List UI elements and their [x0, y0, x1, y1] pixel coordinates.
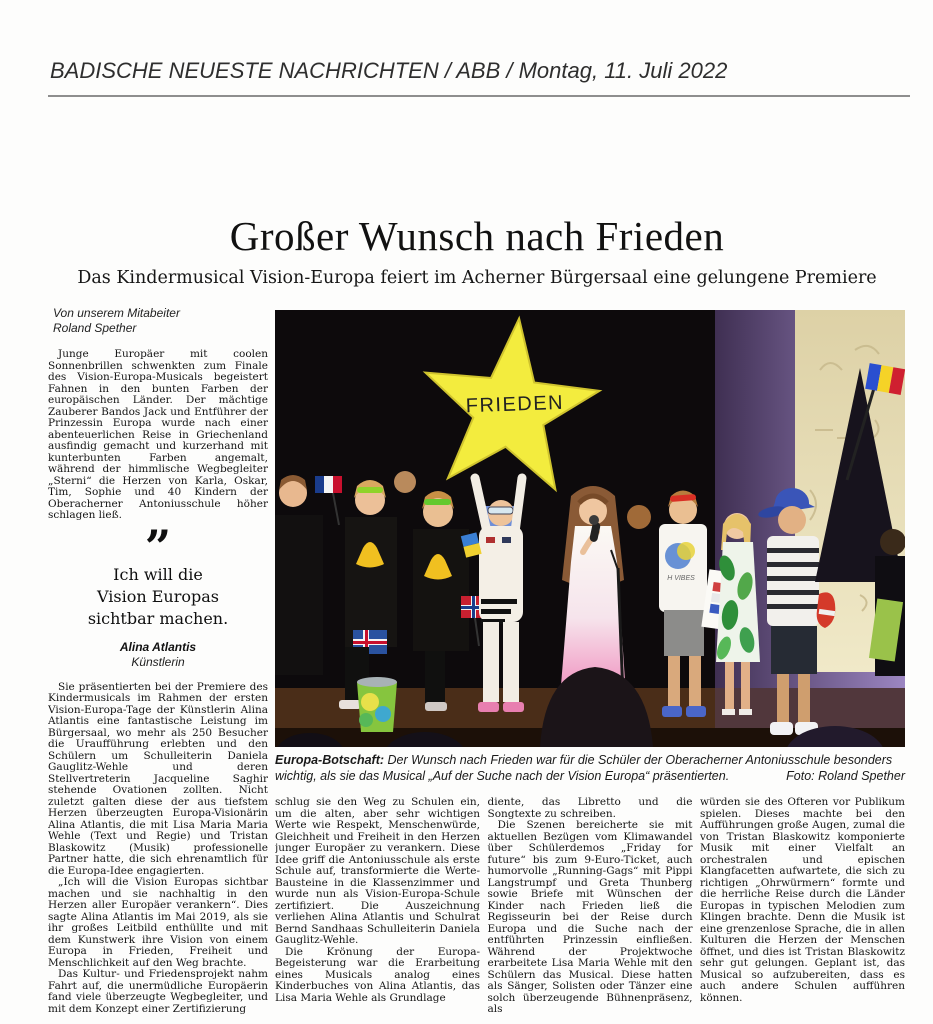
tshirt-print-label: H VIBES — [667, 575, 695, 582]
photo-credit: Foto: Roland Spether — [786, 769, 905, 783]
article-headline: Großer Wunsch nach Frieden — [229, 213, 725, 259]
column-2 — [488, 797, 693, 1024]
article-paragraph: schlug sie den Weg zu Schulen ein, um die alten, aber sehr wichtigen Werte wie Respekt, Menschenwürde, Gleichheit und Freiheit in den Herzen junger Europäer zu verankern. Diese Idee griff die Antoniusschule als erste Schule auf, transformierte die Werte-Bausteine in die Klassenzimmer und wurde nun als Vision-Europa-Schule zertifiziert. Die Auszeichnung verliehen Alina Atlantis und Schulrat Bernd Sandhaas Schulleiterin Daniela Gauglitz-Wehle. — [275, 797, 480, 946]
article-paragraph: Die Krönung der Europa-Begeisterung war die Erarbeitung eines Musicals analog eines Kinderbuches von Alina Atlantis, das Lisa Maria Wehle als Grundlage — [275, 945, 480, 1004]
caption-text: Der Wunsch nach Frieden war für die Schüler der Oberacherner Antoniusschule besonders wichtig, als sie das Musical „Auf der Suche nach der Vision Europa“ präsentierten. — [275, 753, 893, 783]
quote-attribution-role: Künstlerin — [131, 654, 185, 669]
masthead: BADISCHE NEUESTE NACHRICHTEN / ABB / Montag, 11. Juli 2022 — [50, 58, 728, 83]
quote-line: sichtbar machen. — [87, 608, 229, 628]
article-paragraph: Die Szenen bereicherte sie mit aktuellen Bezügen vom Klimawandel über Schülerdemos „Friday for future“ bis zum 9-Euro-Ticket, auch humorvolle „Running-Gags“ mit Pippi Langstrumpf und Greta Thunberg sowie Briefe mit Wünschen der Kinder nach Frieden ließ die Regisseurin bei der Reise durch Europa und die Suche nach der entführten Prinzessin einfließen. Während der Projektwoche erarbeitete Lisa Maria Wehle mit den Schülern das Musical. Diese hatten als Sänger, Solisten oder Tänzer eine solch überzeugende Bühnenpräsenz, als — [487, 819, 693, 1015]
byline — [48, 306, 268, 336]
article-subheadline: Das Kindermusical Vision-Europa feiert im Acherner Bürgersaal eine gelungene Premiere — [77, 268, 877, 288]
byline-role: Von unserem Mitabeiter — [53, 306, 180, 320]
article-paragraph: würden sie des Öfteren vor Publikum spielen. Dieses machte bei den Aufführungen große Augen, zumal die von Tristan Blaskowitz komponierte Musik mit einer Vielfalt an orchestralen und epischen Klangfacetten aufwartete, die sich zu richtigen „Ohrwürmern“ formte und die herrliche Reise durch die Länder Europas in typischen Melodien zum Klingen brachte. Denn die Musik ist eine grenzenlose Sprache, die in allen Kulturen die Herzen der Menschen öffnet, und dies ist Tristan Blaskowitz sehr gut gelungen. Geplant ist, das Musical so aufzubereiten, dass es auch andere Schulen aufführen können. — [700, 797, 905, 1004]
quote-attribution-name: Alina Atlantis — [119, 639, 197, 654]
frieden-star-label: FRIEDEN — [465, 391, 565, 418]
quote-line: Vision Europas — [97, 586, 219, 606]
painted-bucket — [357, 677, 397, 732]
pull-quote — [48, 519, 268, 670]
masthead-rule — [48, 95, 910, 97]
stage-photo — [275, 310, 905, 747]
article-paragraph: Das Kultur- und Friedensprojekt nahm Fahrt auf, die unermüdliche Europäerin fand viele überzeugte Wegbegleiter, und mit dem Konzept einer Zertifizierung — [48, 968, 268, 1015]
column-3 — [700, 797, 905, 1024]
article-paragraph: diente, das Libretto und die Songtexte zu schreiben. — [487, 797, 693, 820]
left-column — [48, 306, 268, 1024]
article-paragraph: Sie präsentierten bei der Premiere des Kindermusicals im Rahmen der ersten Vision-Europa-Tage der Künstlerin Alina Atlantis eine fantastische Leistung im Bürgersaal, wo mehr als 250 Besucher die Uraufführung erlebten und den Schülern um Schulleiterin Daniela Gauglitz-Wehle und deren Stellvertreterin Jacqueline Saghir stehende Ovationen zollten. Nicht zuletzt galten diese der aus tiefstem Herzen überzeugten Europa-Visionärin Alina Atlantis, die mit Lisa Maria Maria Wehle (Text und Regie) und Tristan Blaskowitz (Musik) professionelle Partner hatte, die sich ehrenamtlich für die Europa-Idee engagierten. — [48, 680, 268, 877]
column-1 — [275, 797, 480, 1024]
photo-caption — [275, 752, 905, 784]
caption-lead: Europa-Botschaft: — [275, 753, 385, 767]
article-columns — [275, 797, 905, 1024]
quote-mark-icon: ” — [144, 519, 172, 574]
byline-author: Roland Spether — [53, 321, 137, 335]
article-paragraph: „Ich will die Vision Europas sichtbar machen und sie nachhaltig in den Herzen aller Europäer verankern“. Dies sagte Alina Atlantis im Mai 2019, als sie ihr großes Leitbild enthüllte und mit dem Kunstwerk ihre Vision von einem Europa in Frieden, Freiheit und Menschlichkeit auf den Weg brachte. — [48, 876, 268, 969]
quote-line: Ich will die — [113, 564, 203, 584]
article-paragraph: Junge Europäer mit coolen Sonnenbrillen schwenkten zum Finale des Vision-Europa-Musicals begeistert Fahnen in den bunten Farben der europäischen Länder. Der mächtige Zauberer Bandos Jack und Entführer der Prinzessin Europa wurde nach einer abenteuerlichen Reise in Griechenland ausfindig gemacht und kurzerhand mit kunterbunten Farben angemalt, während der himmlische Wegbegleiter „Sterni“ die Herzen von Karla, Oskar, Tim, Sophie und 40 Kindern der Oberacherner Antoniusschule höher schlagen ließ. — [48, 348, 268, 521]
stage-photo-illustration — [275, 310, 905, 747]
